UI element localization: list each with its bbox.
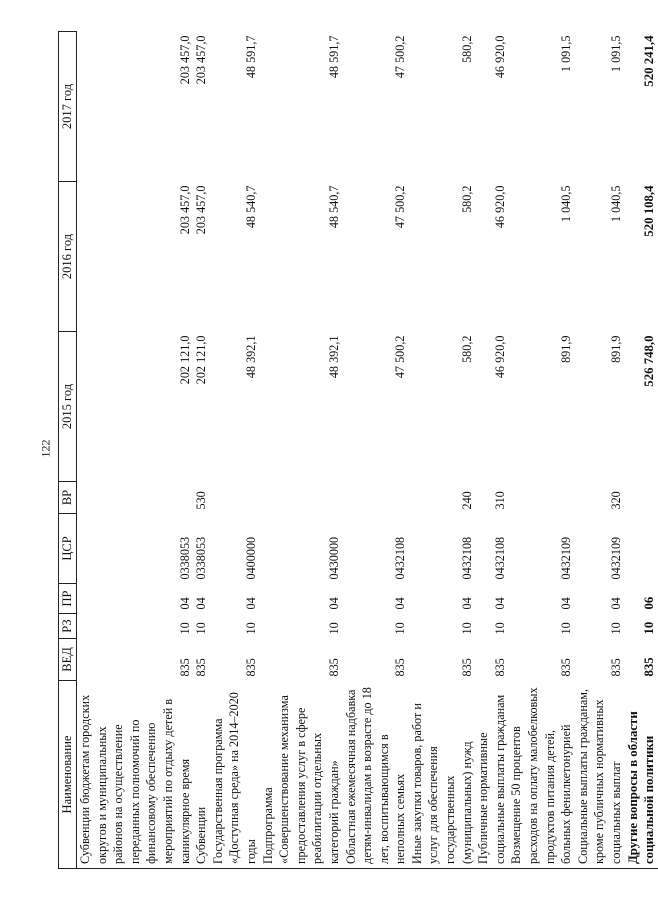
row-name: Социальные выплаты гражданам, кроме публичных нормативных социальных выплат [575,681,625,869]
row-ved: 835 [559,658,574,677]
row-2015: 202 121,0 [177,335,192,385]
row-rz: 10 [393,622,408,635]
row-2016: 580,2 [459,185,474,213]
header-ved: ВЕД [59,639,77,681]
row-csr [625,514,658,584]
row-2017: 46 920,0 [492,35,507,79]
row-pr: 04 [177,597,192,610]
row-2015: 202 121,0 [194,335,209,385]
row-rz: 10 [609,622,623,635]
row-2015: 580,2 [459,335,474,363]
row-ved: 835 [492,658,507,677]
row-rz: 10 [642,621,657,635]
row-rz: 10 [559,622,574,635]
table-row [77,32,194,869]
row-rz: 10 [243,622,258,635]
row-vr [210,482,260,514]
row-rz: 10 [492,622,507,635]
page-number: 122 [38,439,53,458]
row-name: Государственная программа «Доступная среда» на 2014–2020 годы [210,681,260,869]
row-pr: 04 [243,597,258,610]
row-rz: 10 [177,622,192,635]
row-ved: 835 [393,658,408,677]
row-name: Публичные нормативные социальные выплаты гражданам [475,681,508,869]
header-rz: РЗ [59,614,77,639]
row-2016: 48 540,7 [243,185,258,229]
row-2016: 47 500,2 [393,185,408,229]
row-vr [343,482,409,514]
row-2016: 203 457,0 [194,185,209,235]
row-csr: 0432108 [492,536,507,580]
row-2017: 1 091,5 [559,35,574,73]
row-2015: 46 920,0 [492,335,507,379]
row-ved: 835 [243,658,258,677]
row-2016: 520 108,4 [642,185,657,237]
row-rz: 10 [194,622,209,635]
budget-table-sheet [58,33,657,869]
row-pr: 04 [459,597,474,610]
row-2015: 48 392,1 [326,335,341,379]
header-2016: 2016 год [59,182,77,332]
row-pr: 04 [393,597,408,610]
budget-table [58,31,658,869]
row-2017: 203 457,0 [194,35,209,85]
row-pr: 04 [326,597,341,610]
row-rz: 10 [459,622,474,635]
row-vr [260,482,343,514]
row-name: Субвенции бюджетам городских округов и муниципальных районов на осуществление переданных полномочий по финансовому обеспечению мероприятий по отдыху детей в каникулярное время [77,681,194,869]
table-row [210,32,260,869]
row-csr: 0432109 [609,536,623,580]
row-name: Подпрограмма «Совершенствование механизма предоставления услуг в сфере реабилитации отдельных категорий граждан» [260,681,343,869]
row-csr: 0430000 [326,536,341,580]
row-ved: 835 [459,658,474,677]
row-2017: 48 591,7 [326,35,341,79]
row-vr [77,482,194,514]
row-ved: 835 [177,658,192,677]
row-ved: 835 [194,658,209,677]
row-vr: 240 [459,491,474,510]
row-name: Другие вопросы в области социальной политики [625,681,658,869]
row-csr: 0400000 [243,536,258,580]
table-row [343,32,409,869]
row-2016: 46 920,0 [492,185,507,229]
row-pr: 04 [559,597,574,610]
table-row [260,32,343,869]
row-csr: 0432109 [559,536,574,580]
row-ved: 835 [609,658,623,677]
row-2016: 1 040,5 [609,185,623,223]
row-2015: 891,9 [609,335,623,363]
header-name: Наименование [59,681,77,869]
table-row [475,32,508,869]
row-name: Областная ежемесячная надбавка детям-инвалидам в возрасте до 18 лет, воспитывающимся в неполных семьях [343,681,409,869]
row-vr: 320 [609,491,623,510]
row-2017: 203 457,0 [177,35,192,85]
row-vr [625,482,658,514]
row-pr: 04 [609,597,623,610]
row-csr: 0338053 [177,536,192,580]
row-2016: 1 040,5 [559,185,574,223]
table-row [508,32,574,869]
row-2015: 48 392,1 [243,335,258,379]
row-csr: 0432108 [393,536,408,580]
row-vr: 530 [194,491,209,510]
row-2016: 48 540,7 [326,185,341,229]
row-pr: 04 [194,597,209,610]
table-row-total [625,32,658,869]
row-2015: 47 500,2 [393,335,408,379]
row-ved: 835 [642,657,657,677]
row-rz: 10 [326,622,341,635]
row-csr: 0432108 [459,536,474,580]
table-row [193,32,210,869]
header-pr: ПР [59,584,77,614]
header-csr: ЦСР [59,514,77,584]
row-2015: 891,9 [559,335,574,363]
row-2017: 1 091,5 [609,35,623,73]
row-vr: 310 [492,491,507,510]
row-csr: 0338053 [194,536,209,580]
row-2017: 47 500,2 [393,35,408,79]
row-2017: 48 591,7 [243,35,258,79]
row-name: Возмещение 50 процентов расходов на оплату малобелковых продуктов питания детей, больных фенилкетонурией [508,681,574,869]
row-2016: 203 457,0 [177,185,192,235]
row-vr [508,482,574,514]
row-name: Иные закупки товаров, работ и услуг для обеспечения государственных (муниципальных) нужд [409,681,475,869]
row-name: Субвенции [193,681,210,869]
row-2015: 526 748,0 [642,335,657,387]
header-2015: 2015 год [59,332,77,482]
row-pr: 04 [492,597,507,610]
header-vr: ВР [59,482,77,514]
table-header-row [59,32,77,869]
row-pr: 06 [642,596,657,610]
table-row [575,32,625,869]
header-2017: 2017 год [59,32,77,182]
table-row [409,32,475,869]
row-2017: 580,2 [459,35,474,63]
row-ved: 835 [326,658,341,677]
row-2017: 520 241,4 [642,35,657,87]
